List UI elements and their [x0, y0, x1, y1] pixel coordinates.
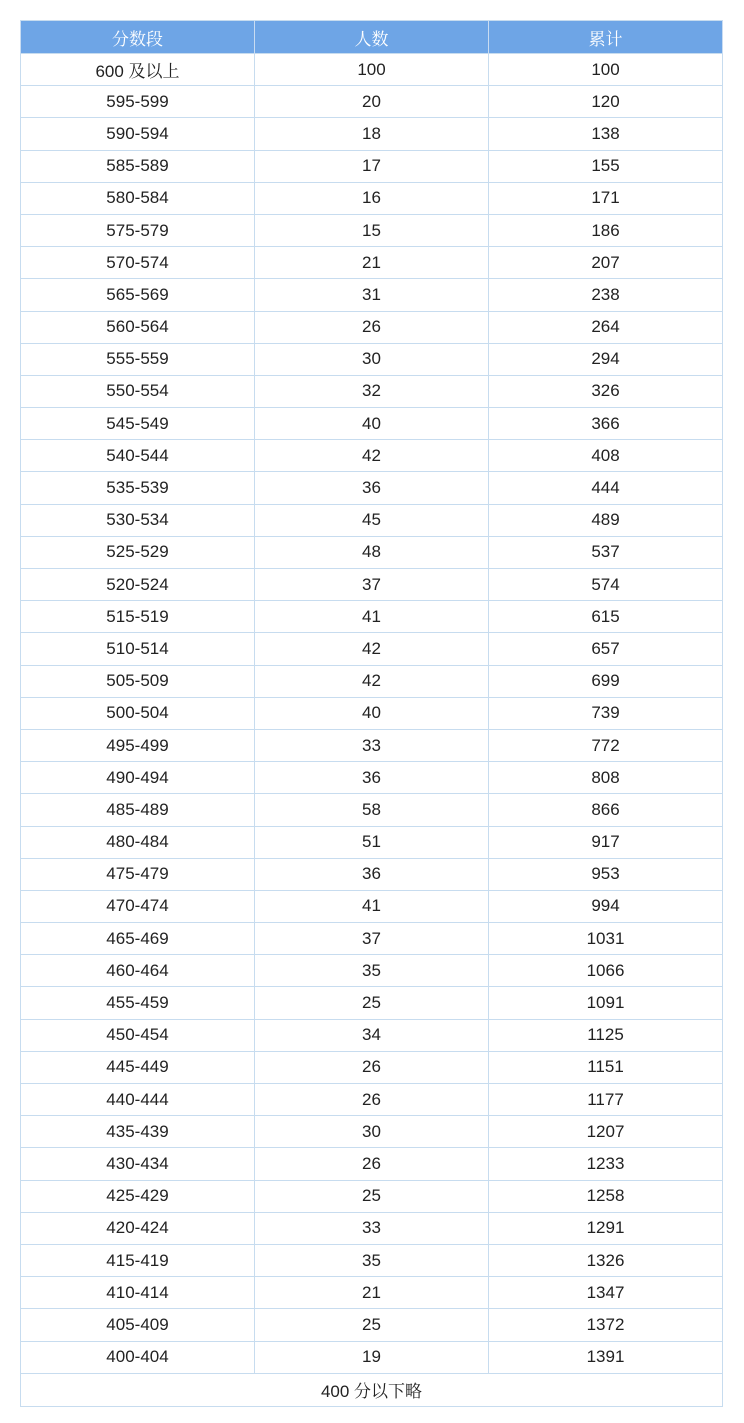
cell-count: 42 [255, 633, 489, 665]
cell-cumulative: 537 [489, 536, 723, 568]
cell-score-range: 400-404 [21, 1341, 255, 1373]
header-cumulative: 累计 [489, 21, 723, 54]
table-row [21, 472, 723, 504]
cell-score-range: 500-504 [21, 697, 255, 729]
header-row [21, 21, 723, 54]
cell-cumulative: 1391 [489, 1341, 723, 1373]
cell-score-range: 430-434 [21, 1148, 255, 1180]
cell-score-range: 470-474 [21, 890, 255, 922]
cell-count: 35 [255, 1244, 489, 1276]
cell-cumulative: 264 [489, 311, 723, 343]
cell-count: 42 [255, 665, 489, 697]
cell-score-range: 445-449 [21, 1051, 255, 1083]
table-row [21, 1244, 723, 1276]
table-row [21, 311, 723, 343]
cell-count: 41 [255, 601, 489, 633]
cell-score-range: 590-594 [21, 118, 255, 150]
cell-score-range: 510-514 [21, 633, 255, 665]
cell-cumulative: 866 [489, 794, 723, 826]
cell-count: 26 [255, 1148, 489, 1180]
cell-count: 48 [255, 536, 489, 568]
cell-count: 36 [255, 858, 489, 890]
cell-score-range: 545-549 [21, 408, 255, 440]
cell-cumulative: 953 [489, 858, 723, 890]
cell-cumulative: 171 [489, 182, 723, 214]
cell-score-range: 490-494 [21, 762, 255, 794]
table-row [21, 1341, 723, 1373]
table-row [21, 1116, 723, 1148]
cell-score-range: 530-534 [21, 504, 255, 536]
table-row [21, 1277, 723, 1309]
cell-score-range: 515-519 [21, 601, 255, 633]
table-row [21, 1212, 723, 1244]
table-row [21, 279, 723, 311]
cell-cumulative: 1177 [489, 1084, 723, 1116]
table-row [21, 633, 723, 665]
cell-cumulative: 1233 [489, 1148, 723, 1180]
table-row [21, 1180, 723, 1212]
cell-count: 25 [255, 1309, 489, 1341]
cell-cumulative: 366 [489, 408, 723, 440]
cell-cumulative: 1291 [489, 1212, 723, 1244]
cell-cumulative: 657 [489, 633, 723, 665]
cell-score-range: 440-444 [21, 1084, 255, 1116]
cell-count: 25 [255, 987, 489, 1019]
table-row [21, 569, 723, 601]
cell-cumulative: 1031 [489, 923, 723, 955]
cell-count: 37 [255, 569, 489, 601]
cell-count: 19 [255, 1341, 489, 1373]
table-row [21, 1309, 723, 1341]
cell-count: 40 [255, 408, 489, 440]
cell-count: 51 [255, 826, 489, 858]
table-body [21, 54, 723, 1374]
cell-score-range: 540-544 [21, 440, 255, 472]
cell-score-range: 505-509 [21, 665, 255, 697]
table-row [21, 794, 723, 826]
table-row [21, 729, 723, 761]
cell-score-range: 480-484 [21, 826, 255, 858]
cell-cumulative: 1091 [489, 987, 723, 1019]
cell-cumulative: 155 [489, 150, 723, 182]
table-row [21, 150, 723, 182]
table-footer [21, 1373, 723, 1406]
table-row [21, 923, 723, 955]
footer-note: 400 分以下略 [21, 1373, 723, 1406]
table-row [21, 504, 723, 536]
cell-count: 25 [255, 1180, 489, 1212]
table-row [21, 343, 723, 375]
cell-score-range: 420-424 [21, 1212, 255, 1244]
cell-count: 33 [255, 729, 489, 761]
cell-count: 37 [255, 923, 489, 955]
cell-score-range: 450-454 [21, 1019, 255, 1051]
cell-cumulative: 138 [489, 118, 723, 150]
table-row [21, 408, 723, 440]
cell-count: 16 [255, 182, 489, 214]
cell-score-range: 425-429 [21, 1180, 255, 1212]
cell-count: 35 [255, 955, 489, 987]
cell-count: 34 [255, 1019, 489, 1051]
cell-score-range: 550-554 [21, 375, 255, 407]
cell-cumulative: 294 [489, 343, 723, 375]
cell-count: 36 [255, 762, 489, 794]
table-row [21, 1084, 723, 1116]
cell-count: 100 [255, 54, 489, 86]
cell-cumulative: 120 [489, 86, 723, 118]
cell-score-range: 580-584 [21, 182, 255, 214]
cell-score-range: 595-599 [21, 86, 255, 118]
cell-cumulative: 100 [489, 54, 723, 86]
cell-score-range: 585-589 [21, 150, 255, 182]
table-row [21, 375, 723, 407]
table-row [21, 440, 723, 472]
footer-row [21, 1373, 723, 1406]
cell-count: 32 [255, 375, 489, 407]
table-row [21, 826, 723, 858]
cell-count: 30 [255, 1116, 489, 1148]
table-row [21, 665, 723, 697]
cell-count: 21 [255, 1277, 489, 1309]
table-row [21, 858, 723, 890]
cell-score-range: 555-559 [21, 343, 255, 375]
cell-count: 36 [255, 472, 489, 504]
cell-count: 31 [255, 279, 489, 311]
cell-score-range: 475-479 [21, 858, 255, 890]
cell-cumulative: 699 [489, 665, 723, 697]
cell-score-range: 495-499 [21, 729, 255, 761]
cell-cumulative: 808 [489, 762, 723, 794]
cell-cumulative: 1125 [489, 1019, 723, 1051]
cell-cumulative: 489 [489, 504, 723, 536]
table-row [21, 987, 723, 1019]
cell-score-range: 465-469 [21, 923, 255, 955]
cell-cumulative: 994 [489, 890, 723, 922]
table-row [21, 1051, 723, 1083]
cell-score-range: 565-569 [21, 279, 255, 311]
cell-count: 17 [255, 150, 489, 182]
cell-cumulative: 615 [489, 601, 723, 633]
cell-count: 26 [255, 1051, 489, 1083]
cell-score-range: 570-574 [21, 247, 255, 279]
cell-count: 41 [255, 890, 489, 922]
score-distribution-table [20, 20, 723, 1407]
table-row [21, 214, 723, 246]
cell-cumulative: 1066 [489, 955, 723, 987]
table-row [21, 1019, 723, 1051]
cell-cumulative: 1258 [489, 1180, 723, 1212]
cell-cumulative: 238 [489, 279, 723, 311]
cell-cumulative: 1151 [489, 1051, 723, 1083]
cell-cumulative: 739 [489, 697, 723, 729]
table-row [21, 601, 723, 633]
cell-count: 20 [255, 86, 489, 118]
table-row [21, 955, 723, 987]
cell-count: 26 [255, 1084, 489, 1116]
cell-cumulative: 444 [489, 472, 723, 504]
cell-cumulative: 917 [489, 826, 723, 858]
cell-count: 40 [255, 697, 489, 729]
header-score-range: 分数段 [21, 21, 255, 54]
table-row [21, 54, 723, 86]
cell-cumulative: 186 [489, 214, 723, 246]
cell-cumulative: 1326 [489, 1244, 723, 1276]
header-count: 人数 [255, 21, 489, 54]
cell-cumulative: 772 [489, 729, 723, 761]
cell-count: 21 [255, 247, 489, 279]
table-row [21, 247, 723, 279]
cell-score-range: 410-414 [21, 1277, 255, 1309]
cell-count: 42 [255, 440, 489, 472]
cell-score-range: 535-539 [21, 472, 255, 504]
cell-cumulative: 574 [489, 569, 723, 601]
table-row [21, 762, 723, 794]
table-row [21, 86, 723, 118]
cell-score-range: 435-439 [21, 1116, 255, 1148]
cell-score-range: 600 及以上 [21, 54, 255, 86]
table-row [21, 890, 723, 922]
cell-score-range: 575-579 [21, 214, 255, 246]
cell-cumulative: 408 [489, 440, 723, 472]
cell-count: 58 [255, 794, 489, 826]
table-row [21, 697, 723, 729]
cell-cumulative: 1372 [489, 1309, 723, 1341]
table-header [21, 21, 723, 54]
cell-count: 15 [255, 214, 489, 246]
cell-count: 18 [255, 118, 489, 150]
cell-score-range: 525-529 [21, 536, 255, 568]
cell-count: 30 [255, 343, 489, 375]
score-distribution-table-container [20, 20, 722, 1407]
cell-count: 45 [255, 504, 489, 536]
cell-score-range: 520-524 [21, 569, 255, 601]
cell-score-range: 560-564 [21, 311, 255, 343]
cell-cumulative: 326 [489, 375, 723, 407]
cell-score-range: 485-489 [21, 794, 255, 826]
cell-score-range: 455-459 [21, 987, 255, 1019]
cell-cumulative: 1347 [489, 1277, 723, 1309]
table-row [21, 536, 723, 568]
cell-score-range: 460-464 [21, 955, 255, 987]
table-row [21, 182, 723, 214]
cell-score-range: 415-419 [21, 1244, 255, 1276]
cell-cumulative: 207 [489, 247, 723, 279]
cell-cumulative: 1207 [489, 1116, 723, 1148]
table-row [21, 1148, 723, 1180]
cell-score-range: 405-409 [21, 1309, 255, 1341]
cell-count: 33 [255, 1212, 489, 1244]
table-row [21, 118, 723, 150]
cell-count: 26 [255, 311, 489, 343]
